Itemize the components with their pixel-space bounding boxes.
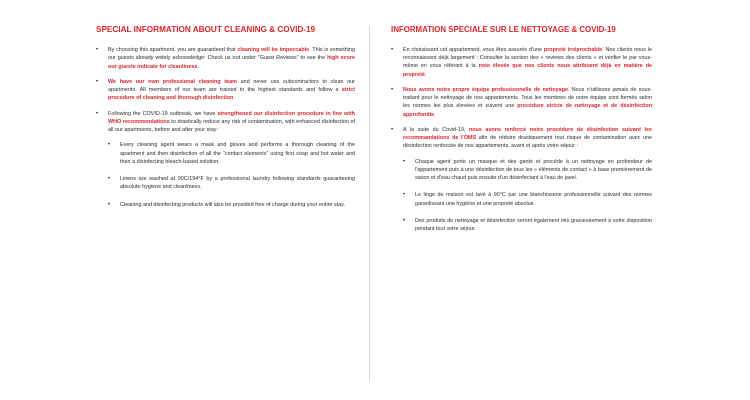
text: By choosing this apartment, you are guaranteed that xyxy=(108,47,238,54)
english-title: SPECIAL INFORMATION ABOUT CLEANING & COVID-19 xyxy=(96,25,316,34)
french-paragraph-2 xyxy=(391,86,652,119)
bullet-icon: • xyxy=(391,46,394,53)
bullet-icon: • xyxy=(96,110,99,117)
text: Le linge de maison est lavé à 90°C par une blanchisserie professionnelle suivant des normes garantissant une hygiène et une propreté absolue. xyxy=(415,192,652,207)
text: . This is something our guests already widely acknowledge: Check us out under "Guest Reviews" to see the xyxy=(108,47,355,62)
text: . xyxy=(197,63,199,70)
highlight: note élevée que nos clients nous attribuent déjà en matière de propreté xyxy=(403,63,652,78)
bullet-icon: • xyxy=(96,47,99,54)
text: . xyxy=(424,71,427,78)
highlight: cleaning will be impeccable xyxy=(237,47,310,54)
text: . xyxy=(233,95,235,102)
bullet-icon: • xyxy=(108,176,111,183)
text: . Nous n'utilisons jamais de sous-traitant pour le nettoyage de nos appartements. Tous les membres de notre équipe sont formés selon les normes les plus élevées et suivent une xyxy=(403,86,652,110)
french-sub-item xyxy=(403,217,652,234)
english-sub-item xyxy=(108,141,355,166)
text: Chaque agent porte un masque et des gants et procède à un nettoyage en profondeur de l'appartement puis à une désinfection de tous les « éléments de contact » à base premièrement de savon et d'eau chaud puis ensuite d'un désinfectant à l'eau de javel. xyxy=(415,158,652,182)
text: Every cleaning agent wears a mask and gloves and performs a thorough cleaning of the apartment and then disinfection of all the "contact elements" using first soap and hot water and then a disinfecting bleach-based solution. xyxy=(120,142,355,165)
french-sub-item xyxy=(403,158,652,183)
english-paragraph-1 xyxy=(96,46,355,71)
bullet-icon: • xyxy=(108,201,111,208)
highlight: propreté irréprochable xyxy=(543,46,603,53)
french-sub-item xyxy=(403,191,652,208)
bullet-icon: • xyxy=(403,158,406,165)
highlight: strengthened our disinfection procedure in line with WHO recommendations xyxy=(108,110,355,125)
highlight: high score our guests indicate for cleanliness xyxy=(108,55,355,70)
text: afin de réduire drastiquement tout risque de contamination avec une désinfection renforcée de nos appartements, avant et après votre séjour : xyxy=(403,135,652,150)
english-paragraph-3 xyxy=(96,110,355,135)
text: . xyxy=(434,111,436,118)
bullet-icon: • xyxy=(391,126,394,133)
french-paragraph-1 xyxy=(391,46,652,79)
text: A la suite du Covid-19, xyxy=(403,126,469,133)
bullet-icon: • xyxy=(391,86,394,93)
text: and never use subcontractors to clean our apartments. All members of our team are trained to the highest standards and follow a xyxy=(108,78,355,94)
french-title: INFORMATION SPECIALE SUR LE NETTOYAGE & COVID-19 xyxy=(391,25,616,34)
french-column xyxy=(375,0,750,400)
bullet-icon: • xyxy=(108,142,111,149)
text: . Nos clients nous le reconnaissent déjà largement : Consulter la section des « reviews des clients » et vérifier le par vous-même en vous référant à la xyxy=(403,46,652,70)
column-divider xyxy=(369,26,370,381)
text: to drastically reduce any risk of contamination, with enhanced disinfection of all our apartments, before and after your stay: xyxy=(108,118,355,134)
highlight: procédure stricte de nettoyage et de désinfection approfondie xyxy=(403,103,652,118)
text: Following the COVID-19 outbreak, we have xyxy=(108,110,218,117)
bullet-icon: • xyxy=(403,217,406,224)
text: Cleaning and disinfecting products will also be provided free of charge during your entire stay. xyxy=(120,201,346,208)
highlight: Nous avons notre propre équipe professionnelle de nettoyage xyxy=(403,86,568,93)
english-paragraph-2 xyxy=(96,78,355,103)
highlight: nous avons renforcé notre procédure de désinfection suivant les recommandations de l'OMS xyxy=(403,126,652,142)
text: Des produits de nettoyage et désinfection seront également mis gracieusement à votre disposition pendant tout votre séjour. xyxy=(415,217,652,233)
highlight: strict procedure of cleaning and thorough disinfection xyxy=(108,87,355,102)
text: Linens are washed at 90C/194°F by a professional laundry following standards guaranteeing absolute hygiene and cleanliness. xyxy=(120,176,355,191)
french-paragraph-3 xyxy=(391,126,652,151)
english-sub-item xyxy=(108,175,355,192)
bullet-icon: • xyxy=(96,78,99,85)
bullet-icon: • xyxy=(403,192,406,199)
english-sub-item xyxy=(108,201,355,209)
highlight: We have our own professional cleaning team xyxy=(108,78,238,85)
text: En choisissant cet appartement, vous êtes assurés d'une xyxy=(403,46,544,53)
